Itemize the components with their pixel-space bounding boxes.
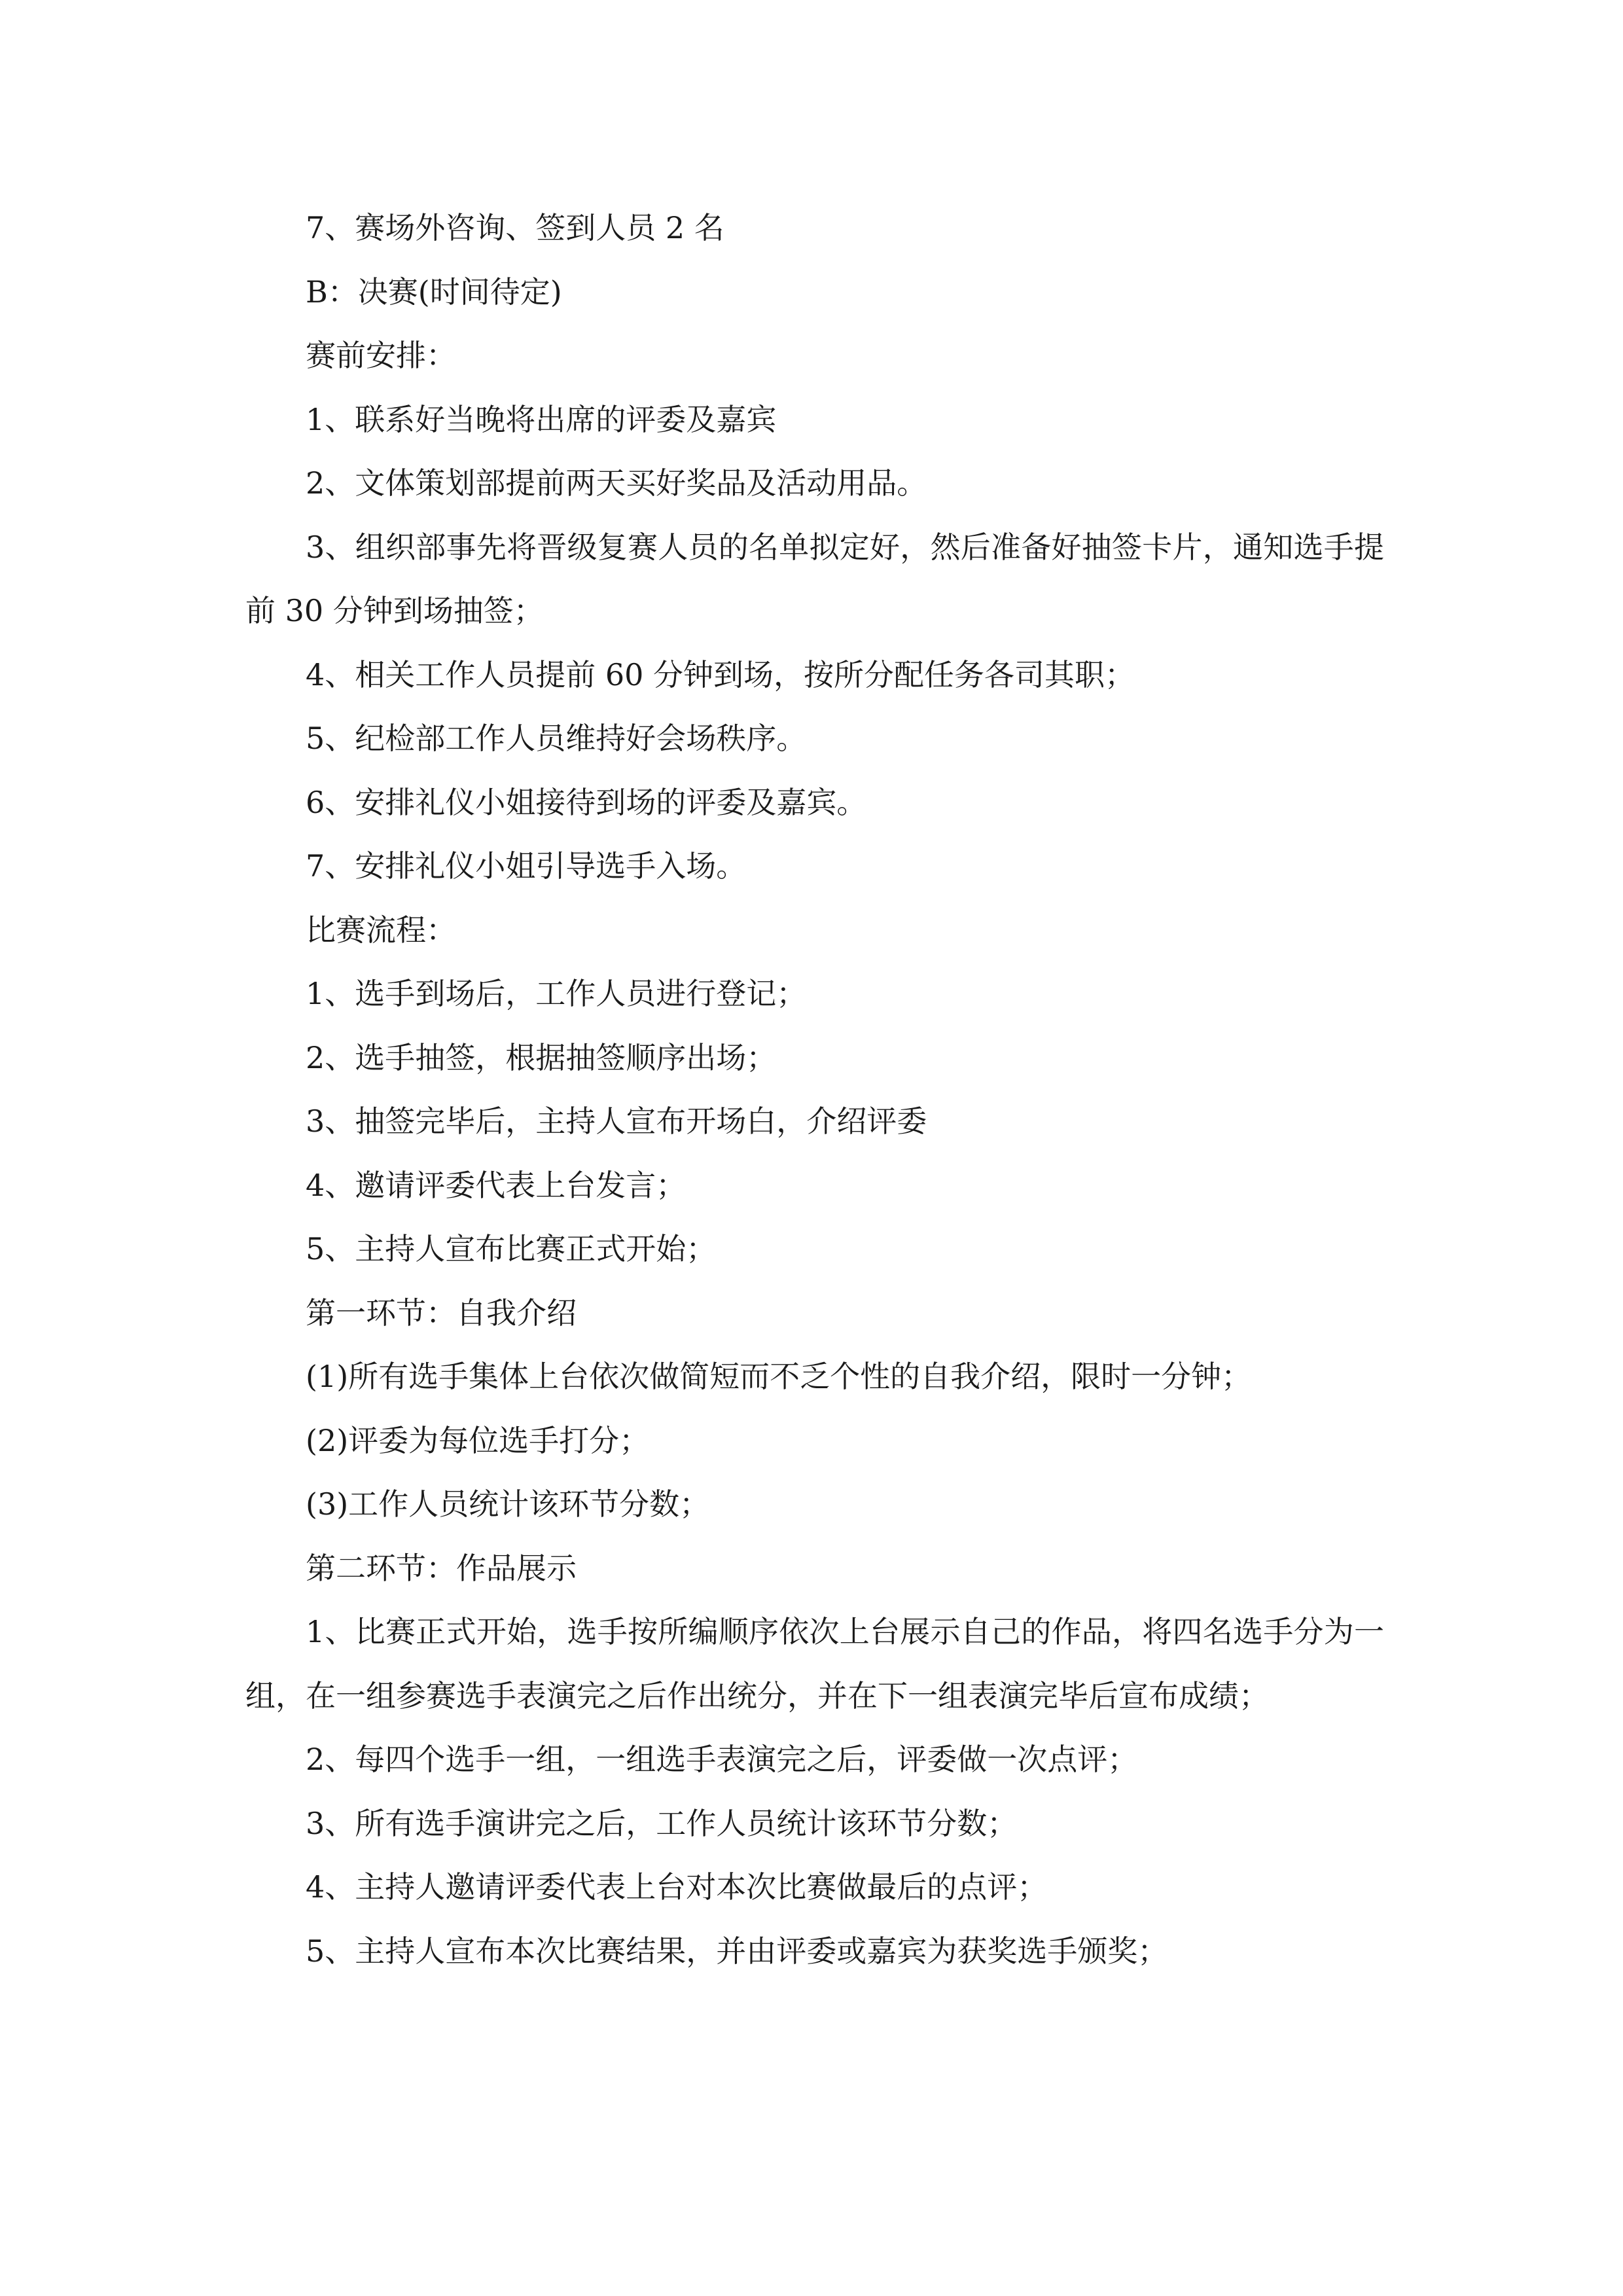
paragraph-order: 5、纪检部工作人员维持好会场秩序。 <box>306 721 807 756</box>
paragraph-tally-one: (3)工作人员统计该环节分数； <box>306 1486 710 1522</box>
paragraph-finalist-list: 3、组织部事先将晋级复赛人员的名单拟定好，然后准备好抽签卡片，通知选手提前 30 分钟到场抽签； <box>245 529 1384 628</box>
paragraph-self-intro: (1)所有选手集体上台依次做简短而不乏个性的自我介绍，限时一分钟； <box>306 1359 1252 1394</box>
paragraph-final-review: 4、主持人邀请评委代表上台对本次比赛做最后的点评； <box>306 1869 1048 1905</box>
paragraph-etiquette-guide: 7、安排礼仪小姐引导选手入场。 <box>306 848 747 884</box>
paragraph-start: 5、主持人宣布比赛正式开始； <box>306 1231 717 1266</box>
heading-competition-process: 比赛流程： <box>306 912 456 948</box>
heading-section-one: 第一环节：自我介绍 <box>306 1295 577 1331</box>
paragraph-awards: 5、主持人宣布本次比赛结果，并由评委或嘉宾为获奖选手颁奖； <box>306 1933 1168 1969</box>
paragraph-group-review: 2、每四个选手一组，一组选手表演完之后，评委做一次点评； <box>306 1742 1138 1777</box>
heading-section-two: 第二环节：作品展示 <box>306 1550 577 1586</box>
paragraph-staff-arrival: 4、相关工作人员提前 60 分钟到场，按所分配任务各司其职； <box>306 656 1135 692</box>
paragraph-final-round: B：决赛(时间待定) <box>306 274 562 310</box>
paragraph-tally-two: 3、所有选手演讲完之后，工作人员统计该环节分数； <box>306 1805 1018 1841</box>
paragraph-staff-outside: 7、赛场外咨询、签到人员 2 名 <box>306 210 724 245</box>
paragraph-draw-lots: 2、选手抽签，根据抽签顺序出场； <box>306 1039 777 1075</box>
paragraph-opening: 3、抽签完毕后，主持人宣布开场白，介绍评委 <box>306 1103 927 1139</box>
paragraph-judges-score: (2)评委为每位选手打分； <box>306 1422 650 1458</box>
paragraph-registration: 1、选手到场后，工作人员进行登记； <box>306 976 807 1011</box>
heading-pre-arrangements: 赛前安排： <box>306 338 456 373</box>
document-body <box>245 196 1384 1983</box>
paragraph-showcase: 1、比赛正式开始，选手按所编顺序依次上台展示自己的作品，将四名选手分为一组，在一组参赛选手表演完之后作出统分，并在下一组表演完毕后宣布成绩； <box>245 1614 1384 1713</box>
paragraph-buy-prizes: 2、文体策划部提前两天买好奖品及活动用品。 <box>306 465 927 501</box>
paragraph-judge-speech: 4、邀请评委代表上台发言； <box>306 1167 687 1203</box>
paragraph-contact-judges: 1、联系好当晚将出席的评委及嘉宾 <box>306 401 777 437</box>
paragraph-etiquette-reception: 6、安排礼仪小姐接待到场的评委及嘉宾。 <box>306 784 867 820</box>
